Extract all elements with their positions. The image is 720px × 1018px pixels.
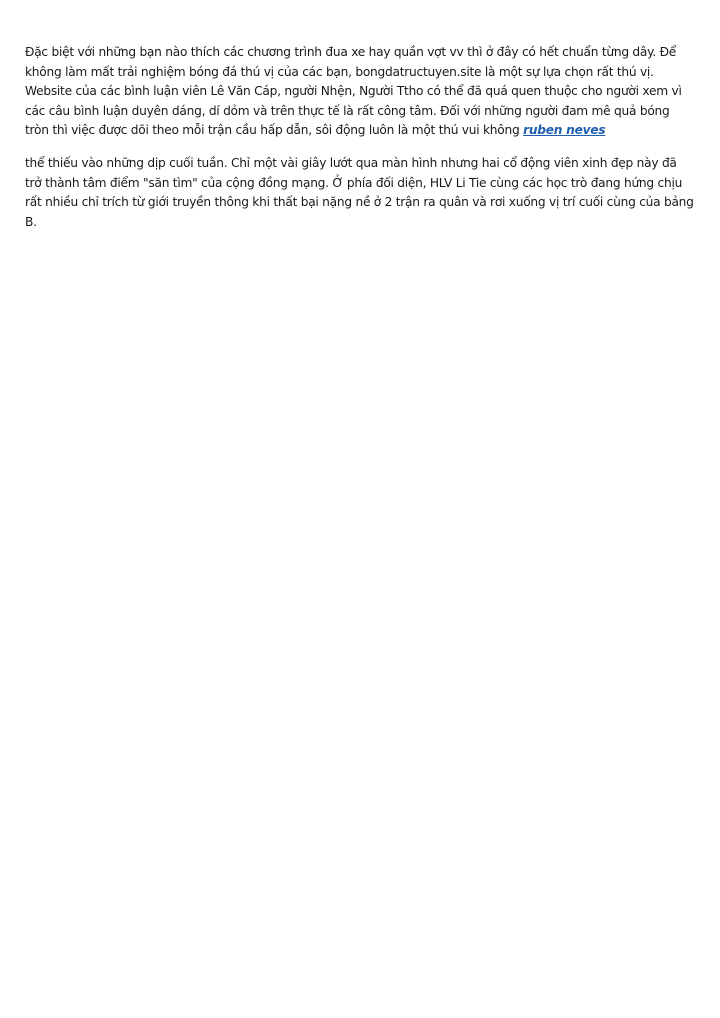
paragraph-2-line: thể thiếu vào những dịp cuối tuần. Chỉ một vài giây lướt qua màn hình nhưng hai cổ động viên xinh đẹp này đã [25,156,677,170]
paragraph-2 [25,154,697,232]
ruben-neves-link[interactable]: ruben neves [523,123,606,137]
paragraph-1 [25,43,697,141]
paragraph-1-line: Đặc biệt với những bạn nào thích các chương trình đua xe hay quần vợt vv thì ở đây có hết chuẩn từng dây. Để [25,45,677,59]
paragraph-1-line: các câu bình luận duyên dáng, dí dỏm và trên thực tế là rất công tâm. Đối với những người đam mê quả bóng [25,103,670,118]
paragraph-1-last-line [25,121,697,141]
paragraph-1-line: không làm mất trải nghiệm bóng đá thú vị của các bạn, bongdatructuyen.site là một sự lựa chọn rất thú vị. [25,64,654,79]
paragraph-1-line: Website của các bình luận viên Lê Văn Cáp, người Nhện, Người Ttho có thể đã quá quen thuộc cho người xem vì [25,84,682,98]
paragraph-2-line: rất nhiều chỉ trích từ giới truyền thông khi thất bại nặng nề ở 2 trận ra quân và rơi xuống vị trí cuối cùng của bảng [25,195,694,209]
paragraph-2-line: B. [25,214,37,229]
paragraph-2-line: trở thành tâm điểm "săn tìm" của cộng đồng mạng. Ở phía đối diện, HLV Li Tie cùng các học trò đang hứng chịu [25,175,683,190]
paragraph-1-last-line-text: tròn thì việc được dõi theo mỗi trận cầu hấp dẫn, sôi động luôn là một thú vui không [25,123,524,137]
